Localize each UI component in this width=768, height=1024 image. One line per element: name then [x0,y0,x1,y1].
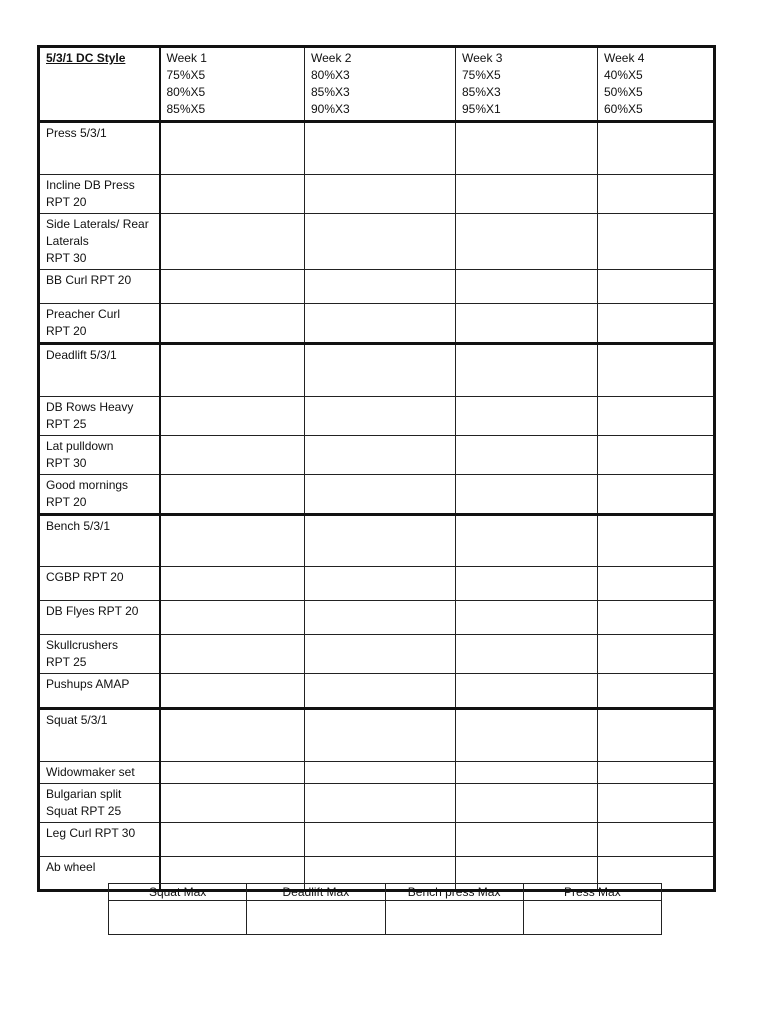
max-value-cell[interactable] [523,901,661,935]
exercise-label: Skullcrushers RPT 25 [39,635,160,674]
log-cell[interactable] [598,397,715,436]
log-cell[interactable] [598,709,715,762]
max-header: Deadlift Max [247,884,385,901]
log-cell[interactable] [305,823,456,857]
log-cell[interactable] [305,475,456,515]
exercise-label: Incline DB Press RPT 20 [39,175,160,214]
week-header [598,47,715,122]
exercise-label: BB Curl RPT 20 [39,270,160,304]
week-set: 60%X5 [604,102,643,116]
log-cell[interactable] [160,762,305,784]
log-cell[interactable] [305,436,456,475]
exercise-label: Bench 5/3/1 [39,515,160,567]
exercise-label: Pushups AMAP [39,674,160,709]
log-cell[interactable] [160,567,305,601]
exercise-label: Press 5/3/1 [39,122,160,175]
log-cell[interactable] [305,344,456,397]
log-cell[interactable] [456,436,598,475]
log-cell[interactable] [598,784,715,823]
log-cell[interactable] [598,635,715,674]
log-cell[interactable] [456,175,598,214]
max-header: Press Max [523,884,661,901]
week-name: Week 3 [462,51,503,65]
log-cell[interactable] [160,709,305,762]
log-cell[interactable] [598,515,715,567]
week-set: 85%X3 [462,85,501,99]
log-cell[interactable] [305,567,456,601]
log-cell[interactable] [456,214,598,270]
log-cell[interactable] [160,122,305,175]
week-name: Week 4 [604,51,645,65]
log-cell[interactable] [456,784,598,823]
log-cell[interactable] [456,567,598,601]
week-set: 75%X5 [462,68,501,82]
exercise-label: Leg Curl RPT 30 [39,823,160,857]
exercise-label: DB Flyes RPT 20 [39,601,160,635]
log-cell[interactable] [160,601,305,635]
week-set: 95%X1 [462,102,501,116]
exercise-label: Ab wheel [39,857,160,891]
log-cell[interactable] [160,515,305,567]
log-cell[interactable] [305,175,456,214]
log-cell[interactable] [305,304,456,344]
log-cell[interactable] [598,344,715,397]
log-cell[interactable] [456,397,598,436]
log-cell[interactable] [456,344,598,397]
log-cell[interactable] [598,823,715,857]
log-cell[interactable] [305,784,456,823]
log-cell[interactable] [598,762,715,784]
week-set: 80%X3 [311,68,350,82]
exercise-label: Side Laterals/ Rear Laterals RPT 30 [39,214,160,270]
log-cell[interactable] [598,214,715,270]
log-cell[interactable] [598,436,715,475]
log-cell[interactable] [160,344,305,397]
exercise-label: DB Rows Heavy RPT 25 [39,397,160,436]
log-cell[interactable] [305,762,456,784]
log-cell[interactable] [160,304,305,344]
max-header: Bench press Max [385,884,523,901]
log-cell[interactable] [456,304,598,344]
exercise-label: Lat pulldown RPT 30 [39,436,160,475]
max-value-cell[interactable] [109,901,247,935]
log-cell[interactable] [456,270,598,304]
log-cell[interactable] [305,397,456,436]
exercise-label: Squat 5/3/1 [39,709,160,762]
log-cell[interactable] [305,601,456,635]
log-cell[interactable] [456,762,598,784]
log-cell[interactable] [305,214,456,270]
log-cell[interactable] [456,709,598,762]
log-cell[interactable] [598,304,715,344]
week-header [160,47,305,122]
log-cell[interactable] [305,122,456,175]
log-cell[interactable] [456,674,598,709]
log-cell[interactable] [305,709,456,762]
week-set: 80%X5 [166,85,206,99]
week-set: 75%X5 [166,68,206,82]
log-cell[interactable] [598,567,715,601]
log-cell[interactable] [456,475,598,515]
week-header [456,47,598,122]
log-cell[interactable] [160,397,305,436]
log-cell[interactable] [456,601,598,635]
week-header [305,47,456,122]
log-cell[interactable] [598,270,715,304]
log-cell[interactable] [160,175,305,214]
week-set: 90%X3 [311,102,350,116]
week-set: 40%X5 [604,68,643,82]
log-cell[interactable] [160,784,305,823]
exercise-label: Widowmaker set [39,762,160,784]
log-cell[interactable] [456,823,598,857]
log-cell[interactable] [456,122,598,175]
log-cell[interactable] [305,515,456,567]
log-cell[interactable] [160,823,305,857]
log-cell[interactable] [160,635,305,674]
exercise-label: Bulgarian split Squat RPT 25 [39,784,160,823]
log-cell[interactable] [456,515,598,567]
max-header: Squat Max [109,884,247,901]
week-name: Week 2 [311,51,352,65]
log-cell[interactable] [160,270,305,304]
log-cell[interactable] [598,674,715,709]
week-name: Week 1 [166,51,207,65]
log-cell[interactable] [305,674,456,709]
log-cell[interactable] [456,635,598,674]
log-cell[interactable] [305,270,456,304]
log-cell[interactable] [598,122,715,175]
log-cell[interactable] [598,475,715,515]
exercise-label: Deadlift 5/3/1 [39,344,160,397]
exercise-label: CGBP RPT 20 [39,567,160,601]
max-table [108,883,662,935]
log-cell[interactable] [160,436,305,475]
log-cell[interactable] [160,475,305,515]
log-cell[interactable] [598,175,715,214]
week-set: 85%X5 [166,102,206,116]
log-cell[interactable] [305,635,456,674]
exercise-label: Good mornings RPT 20 [39,475,160,515]
program-title: 5/3/1 DC Style [46,51,126,65]
log-cell[interactable] [160,674,305,709]
week-set: 85%X3 [311,85,350,99]
max-value-cell[interactable] [385,901,523,935]
workout-log-table [37,45,716,892]
max-value-cell[interactable] [247,901,385,935]
program-title-cell [39,47,160,122]
week-set: 50%X5 [604,85,643,99]
exercise-label: Preacher Curl RPT 20 [39,304,160,344]
log-cell[interactable] [160,214,305,270]
log-cell[interactable] [598,601,715,635]
